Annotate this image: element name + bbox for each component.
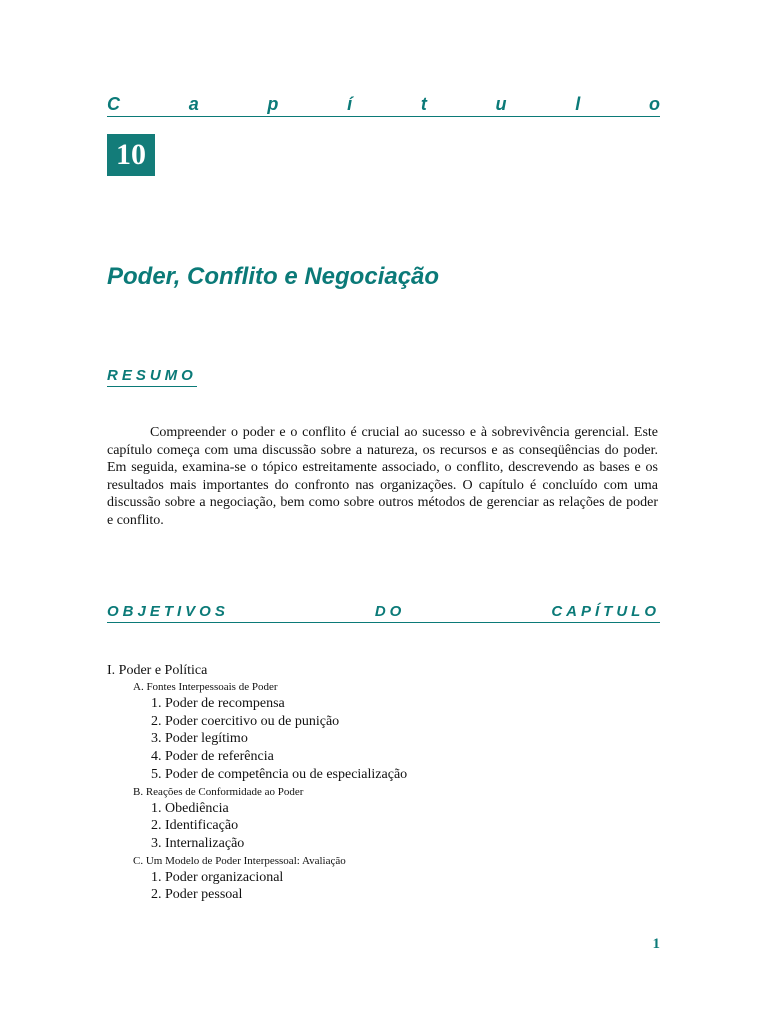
chapter-label-letter: í [347,94,353,114]
outline-item: 2. Poder coercitivo ou de punição [151,713,340,729]
objetivos-heading-word: DO [374,603,406,620]
chapter-number-badge: 10 [107,134,155,176]
chapter-label-letter: p [267,94,279,114]
outline-item: 1. Poder de recompensa [151,696,285,711]
outline-item: B. Reações de Conformidade ao Poder [133,785,304,798]
outline-item: 2. Identificação [151,818,239,834]
chapter-label-letter: l [575,94,581,114]
outline-item: 3. Internalização [151,835,245,851]
chapter-label-letter: o [648,94,660,114]
outline-item: 1. Poder organizacional [151,869,284,885]
resumo-heading: RESUMO [107,366,197,387]
chapter-label-letter: C [107,94,120,114]
chapter-label-letter: a [188,94,199,114]
outline-item: I. Poder e Política [107,663,208,678]
outline-item: A. Fontes Interpessoais de Poder [133,681,278,693]
resumo-paragraph: Compreender o poder e o conflito é crucial ao sucesso e à sobrevivência gerencial. Este capítulo começa com uma discussão sobre a natureza, os recursos e as conseqüências do poder. Em seguida, examina-se o tópico estreitamente associado, o conflito, descrevendo as bases e os resultados mais importantes do confronto nas organizações. O capítulo é concluído com uma discussão sobre a negociação, bem como sobre outros métodos de gerenciar as relações de poder e conflito. [107,425,658,528]
objectives-outline [107,662,667,904]
outline-item: 3. Poder legítimo [151,731,248,747]
chapter-label-letter: t [420,94,427,114]
chapter-label-letter: u [495,94,507,114]
page-number: 1 [652,936,660,952]
outline-item: C. Um Modelo de Poder Interpessoal: Avaliação [133,854,346,867]
outline-item: 2. Poder pessoal [151,887,243,903]
chapter-label [107,92,660,117]
chapter-title: Poder, Conflito e Negociação [107,263,440,290]
outline-item: 4. Poder de referência [151,749,274,765]
outline-item: 5. Poder de competência ou de especialização [151,766,408,782]
objetivos-heading-word: OBJETIVOS [107,603,229,620]
outline-item: 1. Obediência [151,800,229,816]
objetivos-heading-word: CAPÍTULO [551,603,660,620]
objetivos-heading [107,602,660,623]
